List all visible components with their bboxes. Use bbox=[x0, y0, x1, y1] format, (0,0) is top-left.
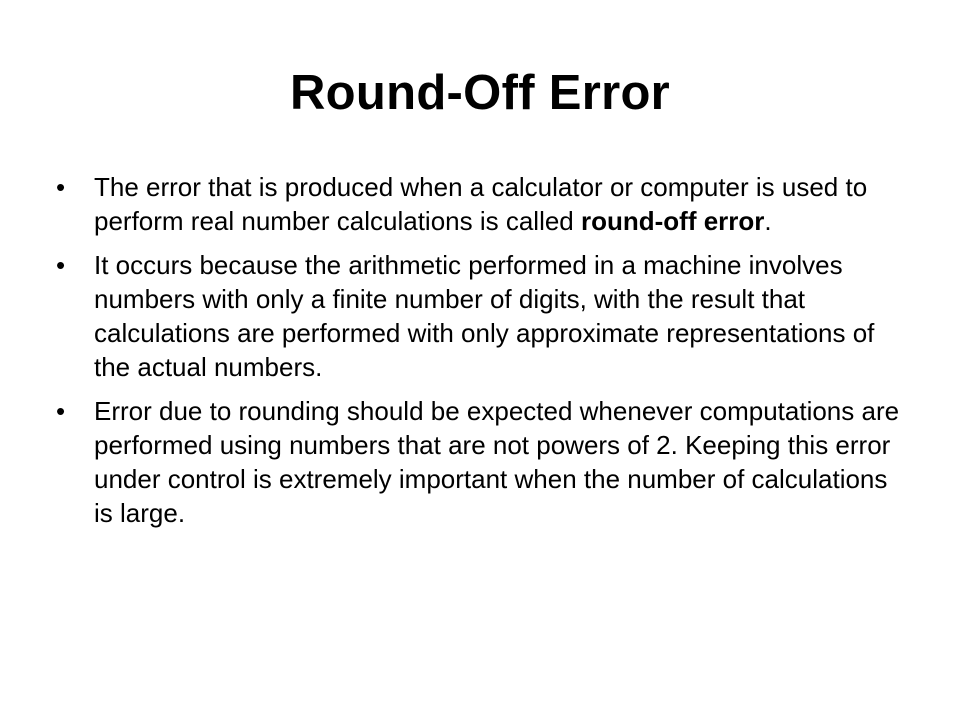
bullet-text: It occurs because the arithmetic performed in a machine involves numbers with only a finite number of digits, with the result that calculations are performed with only approximate representations of the actual numbers. bbox=[94, 250, 875, 382]
bullet-icon: • bbox=[56, 396, 66, 426]
bullet-text-term: round-off error bbox=[581, 206, 765, 236]
bullet-item-definition bbox=[56, 170, 906, 238]
bullet-text-lead: The error that is produced when a calculator or computer is used to perform real number calculations is called bbox=[94, 172, 868, 236]
bullet-text: Error due to rounding should be expected whenever computations are performed using numbers that are not powers of 2. Keeping this error under control is extremely important when the number of calculations is large. bbox=[94, 396, 900, 528]
bullet-icon: • bbox=[56, 172, 66, 202]
slide-title: Round-Off Error bbox=[289, 66, 671, 120]
bullet-text-end: . bbox=[764, 206, 772, 236]
bullet-item-cause bbox=[56, 248, 906, 384]
bullet-text bbox=[94, 172, 867, 236]
bullet-item-importance bbox=[56, 394, 906, 530]
bullet-list bbox=[56, 170, 906, 540]
bullet-icon: • bbox=[56, 250, 66, 280]
